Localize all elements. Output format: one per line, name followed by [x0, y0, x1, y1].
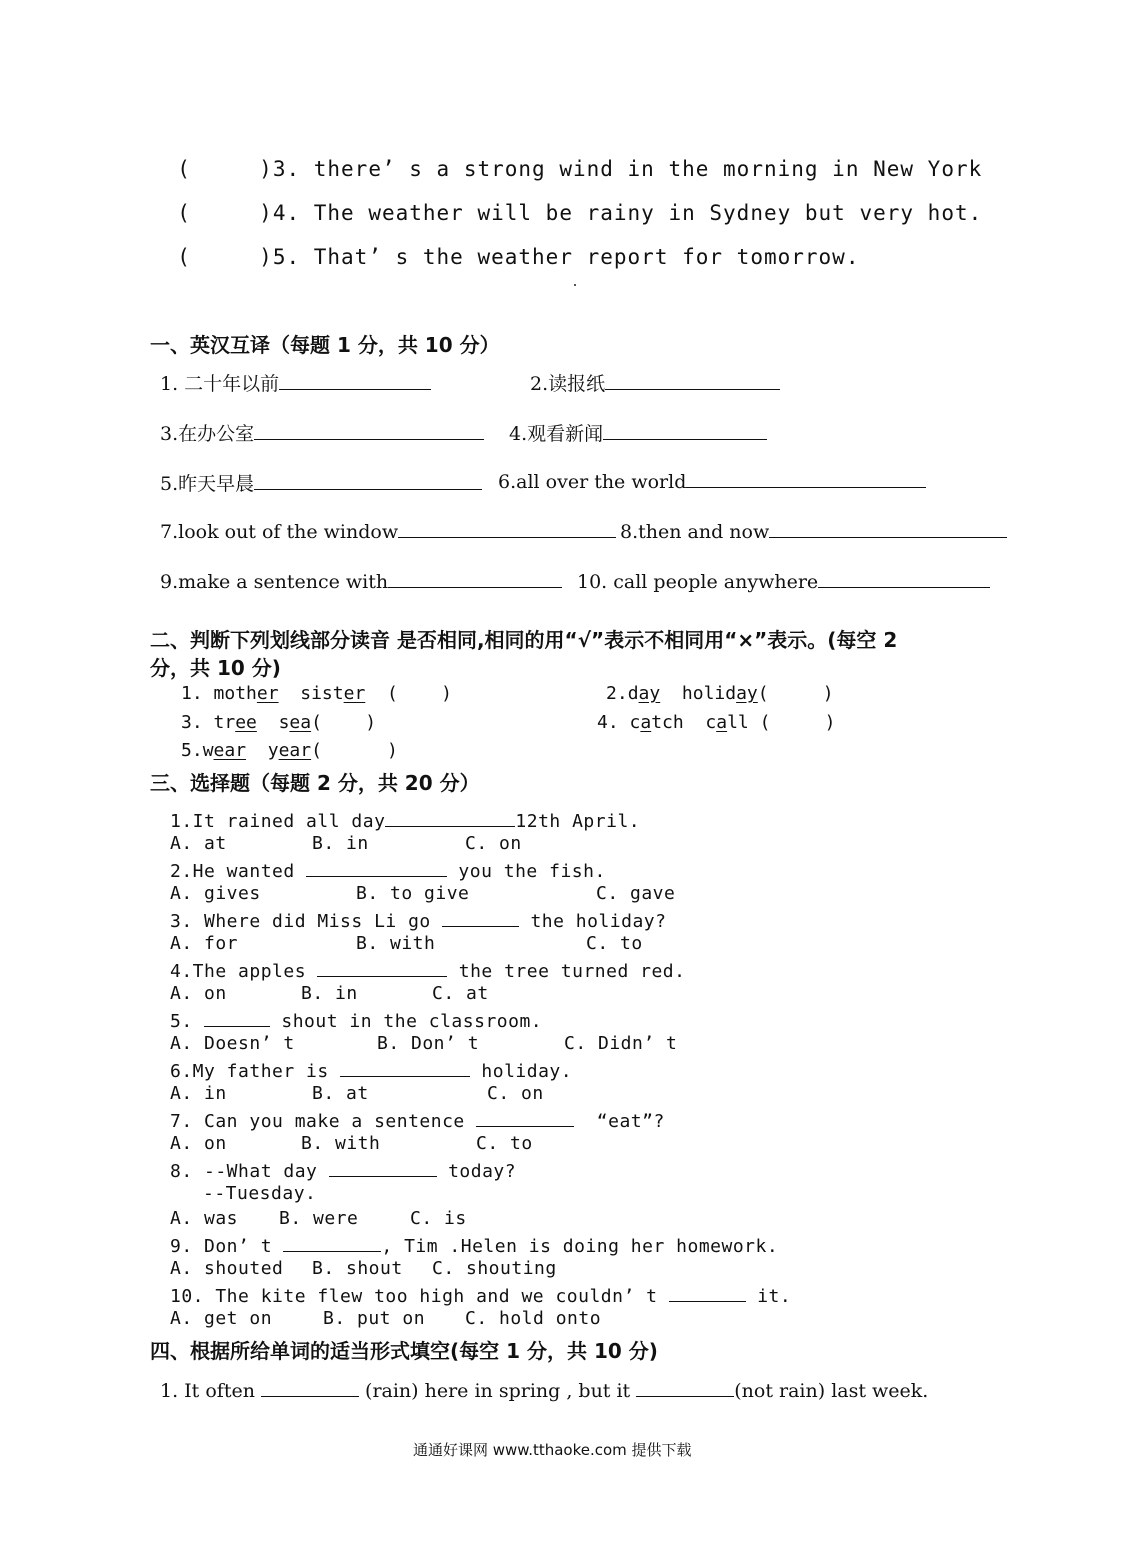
- item-text: 6.all over the world: [498, 471, 687, 493]
- phonics-item-1: 1. mother sister ( ): [181, 683, 453, 704]
- answer-blank[interactable]: [306, 858, 447, 877]
- answer-paren[interactable]: ( ): [311, 740, 398, 761]
- mc-option-b[interactable]: B. were: [279, 1208, 359, 1229]
- mc-option-b[interactable]: B. shout: [312, 1258, 403, 1279]
- translation-item-9: [160, 569, 562, 593]
- section2-heading-line2: 分，共 10 分): [150, 656, 281, 680]
- translation-item-7: [160, 519, 616, 543]
- mc-question-9: 9. Don’ t , Tim .Helen is doing her homework.: [170, 1233, 778, 1257]
- answer-paren: ( ): [177, 245, 273, 269]
- mc-option-a[interactable]: A. for: [170, 933, 239, 954]
- mc-option-c[interactable]: C. gave: [596, 883, 676, 904]
- answer-paren[interactable]: ( ): [759, 712, 836, 733]
- answer-blank[interactable]: [261, 1378, 359, 1397]
- item-text: 5.昨天早晨: [160, 473, 255, 495]
- mc-question-4: 4.The apples the tree turned red.: [170, 958, 685, 982]
- underlined-part: er: [256, 683, 279, 704]
- mc-option-b[interactable]: B. put on: [323, 1308, 426, 1329]
- statement-text: 3. there’ s a strong wind in the morning in New York: [272, 157, 983, 181]
- translation-item-5: [160, 469, 482, 496]
- mc-option-b[interactable]: B. Don’ t: [377, 1033, 480, 1054]
- mc-option-b[interactable]: B. in: [312, 833, 369, 854]
- answer-blank[interactable]: [283, 1233, 381, 1252]
- mc-question-6: 6.My father is holiday.: [170, 1058, 572, 1082]
- item-text: 7.look out of the window: [160, 521, 399, 543]
- underlined-part: ea: [289, 712, 312, 733]
- mc-option-c[interactable]: C. Didn’ t: [564, 1033, 678, 1054]
- answer-blank[interactable]: [442, 908, 519, 927]
- answer-blank[interactable]: [636, 1378, 734, 1397]
- translation-item-10: [577, 569, 990, 593]
- translation-item-1: [160, 369, 431, 396]
- mc-option-b[interactable]: B. at: [312, 1083, 369, 1104]
- answer-blank[interactable]: [669, 1283, 746, 1302]
- answer-blank[interactable]: [769, 519, 1007, 538]
- underlined-part: ear: [213, 740, 247, 761]
- mc-option-c[interactable]: C. to: [586, 933, 643, 954]
- mc-question-3: 3. Where did Miss Li go the holiday?: [170, 908, 666, 932]
- mc-option-a[interactable]: A. on: [170, 1133, 227, 1154]
- mc-option-c[interactable]: C. to: [476, 1133, 533, 1154]
- mc-option-a[interactable]: A. Doesn’ t: [170, 1033, 295, 1054]
- mc-question-10: 10. The kite flew too high and we couldn’ t it.: [170, 1283, 791, 1307]
- underlined-part: a: [716, 712, 728, 733]
- page-footer: 通通好课网 www.tthaoke.com 提供下载: [413, 1441, 692, 1459]
- mc-option-c[interactable]: C. hold onto: [465, 1308, 602, 1329]
- phonics-item-5: 5.wear year( ): [181, 740, 398, 761]
- mc-option-c[interactable]: C. shouting: [432, 1258, 557, 1279]
- mc-option-c[interactable]: C. on: [465, 833, 522, 854]
- answer-blank[interactable]: [254, 421, 484, 440]
- answer-blank[interactable]: [254, 471, 482, 490]
- underlined-part: er: [343, 683, 366, 704]
- mc-option-a[interactable]: A. was: [170, 1208, 239, 1229]
- answer-blank[interactable]: [605, 371, 780, 390]
- mc-question-2: 2.He wanted you the fish.: [170, 858, 606, 882]
- mc-option-c[interactable]: C. on: [487, 1083, 544, 1104]
- mc-option-a[interactable]: A. at: [170, 833, 227, 854]
- mc-option-a[interactable]: A. get on: [170, 1308, 273, 1329]
- mc-option-a[interactable]: A. gives: [170, 883, 261, 904]
- mc-question-7: 7. Can you make a sentence “eat”?: [170, 1108, 665, 1132]
- answer-paren[interactable]: ( ): [311, 712, 377, 733]
- answer-blank[interactable]: [686, 469, 926, 488]
- section4-heading: 四、根据所给单词的适当形式填空(每空 1 分，共 10 分): [150, 1339, 658, 1363]
- answer-blank[interactable]: [279, 371, 431, 390]
- statement-text: 4. The weather will be rainy in Sydney but very hot.: [272, 201, 983, 225]
- answer-blank[interactable]: [204, 1008, 270, 1027]
- item-text: 2.读报纸: [530, 373, 606, 395]
- answer-paren[interactable]: ( ): [386, 683, 453, 704]
- item-text: 10. call people anywhere: [577, 571, 819, 593]
- mc-question-8-answer: --Tuesday.: [203, 1183, 317, 1204]
- answer-paren: ( ): [177, 201, 273, 225]
- fill-question-1: 1. It often (rain) here in spring , but it (not rain) last week.: [160, 1380, 929, 1402]
- translation-item-6: [498, 469, 926, 493]
- answer-blank[interactable]: [317, 958, 447, 977]
- phonics-item-4: 4. catch call ( ): [597, 712, 836, 733]
- translation-item-3: [160, 419, 484, 446]
- mc-option-b[interactable]: B. to give: [356, 883, 470, 904]
- answer-paren[interactable]: ( ): [757, 683, 834, 704]
- translation-item-4: [509, 419, 767, 446]
- phonics-item-2: 2.day holiday( ): [606, 683, 834, 704]
- mc-question-8: 8. --What day today?: [170, 1158, 516, 1182]
- mc-option-a[interactable]: A. shouted: [170, 1258, 284, 1279]
- tf-item-4: [150, 177, 982, 225]
- item-text: 4.观看新闻: [509, 423, 604, 445]
- item-text: 1. 二十年以前: [160, 373, 280, 395]
- mc-question-5: 5. shout in the classroom.: [170, 1008, 542, 1032]
- answer-blank[interactable]: [476, 1108, 574, 1127]
- section2-heading-line1: 二、判断下列划线部分读音 是否相同,相同的用“√”表示不相同用“×”表示。(每空 2: [150, 628, 898, 652]
- answer-blank[interactable]: [398, 519, 616, 538]
- underlined-part: ay: [638, 683, 661, 704]
- underlined-part: ear: [278, 740, 312, 761]
- underlined-part: a: [640, 712, 652, 733]
- tf-item-3: [150, 133, 982, 181]
- item-text: 3.在办公室: [160, 423, 255, 445]
- answer-paren: ( ): [177, 157, 273, 181]
- mc-option-a[interactable]: A. in: [170, 1083, 227, 1104]
- answer-blank[interactable]: [818, 569, 990, 588]
- underlined-part: ay: [736, 683, 758, 704]
- translation-item-2: [530, 369, 780, 396]
- mc-option-c[interactable]: C. at: [432, 983, 489, 1004]
- answer-blank[interactable]: [385, 808, 515, 827]
- statement-text: 5. That’ s the weather report for tomorrow.: [272, 245, 860, 269]
- stray-dot: [574, 284, 576, 286]
- translation-item-8: [620, 519, 1007, 543]
- mc-option-a[interactable]: A. on: [170, 983, 227, 1004]
- tf-item-5: [150, 221, 859, 269]
- mc-question-1: 1.It rained all day 12th April.: [170, 808, 640, 832]
- answer-blank[interactable]: [329, 1158, 437, 1177]
- section3-heading: 三、选择题（每题 2 分，共 20 分）: [150, 771, 480, 795]
- answer-blank[interactable]: [340, 1058, 470, 1077]
- item-text: 9.make a sentence with: [160, 571, 389, 593]
- mc-option-b[interactable]: B. with: [301, 1133, 381, 1154]
- mc-option-b[interactable]: B. with: [356, 933, 436, 954]
- phonics-item-3: 3. tree sea( ): [181, 712, 377, 733]
- underlined-part: ee: [235, 712, 257, 733]
- section1-heading: 一、英汉互译（每题 1 分，共 10 分）: [150, 333, 500, 357]
- item-text: 8.then and now: [620, 521, 770, 543]
- mc-option-c[interactable]: C. is: [410, 1208, 467, 1229]
- answer-blank[interactable]: [388, 569, 562, 588]
- answer-blank[interactable]: [603, 421, 767, 440]
- mc-option-b[interactable]: B. in: [301, 983, 358, 1004]
